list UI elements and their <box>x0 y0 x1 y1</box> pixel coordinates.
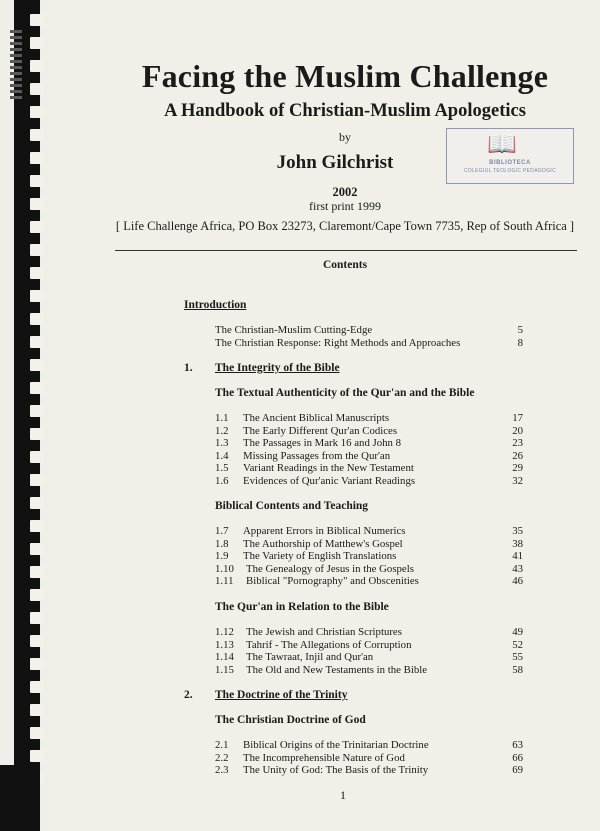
binding-hole <box>30 658 44 670</box>
binding-coil <box>10 30 22 33</box>
binding-hole <box>30 566 44 578</box>
toc-entry-page: 35 <box>512 525 523 537</box>
toc-entry-number: 1.12 <box>215 626 234 638</box>
toc-entry-page: 46 <box>512 575 523 587</box>
toc-entry-number: 1.8 <box>215 538 229 550</box>
binding-hole <box>30 152 44 164</box>
toc-entry-title: The Jewish and Christian Scriptures <box>246 626 402 638</box>
binding-coil <box>10 48 22 51</box>
publisher-address: [ Life Challenge Africa, PO Box 23273, Claremont/Cape Town 7735, Rep of South Africa ] <box>115 219 575 233</box>
binding-hole <box>30 589 44 601</box>
toc-entry-title: Biblical Origins of the Trinitarian Doctrine <box>243 739 429 751</box>
section-number: 1. <box>184 362 193 374</box>
toc-entry-title: The Old and New Testaments in the Bible <box>246 664 428 676</box>
intro-heading: Introduction <box>184 299 247 311</box>
binding-hole <box>30 106 44 118</box>
binding-hole <box>30 543 44 555</box>
binding-coil <box>10 78 22 81</box>
divider <box>115 250 577 251</box>
toc-entry-page: 55 <box>512 651 523 663</box>
toc-entry-title: Biblical "Pornography" and Obscenities <box>246 575 419 587</box>
binding-hole <box>30 451 44 463</box>
section-number: 2. <box>184 689 193 701</box>
by-label: by <box>339 130 351 144</box>
toc-entry-title: Evidences of Qur'anic Variant Readings <box>243 475 416 487</box>
toc-entry-title: The Genealogy of Jesus in the Gospels <box>246 563 414 575</box>
binding-hole <box>30 60 44 72</box>
binding-coil <box>10 84 22 87</box>
toc-entry-number: 1.15 <box>215 664 234 676</box>
subsection-heading: Biblical Contents and Teaching <box>215 500 369 512</box>
toc-entry-page: 23 <box>512 437 523 449</box>
binding-hole <box>30 129 44 141</box>
toc-entry-title: The Incomprehensible Nature of God <box>243 752 405 764</box>
toc-entry-title: The Ancient Biblical Manuscripts <box>243 412 390 424</box>
toc-entry-number: 2.2 <box>215 752 229 764</box>
toc-entry-number: 1.11 <box>215 575 234 587</box>
stamp-line-1: BIBLIOTECA <box>489 160 531 166</box>
spiral-binding <box>0 0 48 831</box>
toc-entry-title: The Tawraat, Injil and Qur'an <box>246 651 374 663</box>
stamp-line-2: COLEGIUL TEOLOGIC PEDAGOGIC <box>463 168 556 174</box>
toc-entry-page: 38 <box>512 538 523 550</box>
subsection-heading: The Qur'an in Relation to the Bible <box>215 601 389 613</box>
binding-hole <box>30 336 44 348</box>
toc-entry-number: 1.14 <box>215 651 234 663</box>
toc-entry-number: 2.1 <box>215 739 229 751</box>
binding-hole <box>30 14 44 26</box>
toc-entry-title: The Unity of God: The Basis of the Trinity <box>243 764 429 776</box>
binding-hole <box>30 681 44 693</box>
toc-entry-number: 1.1 <box>215 412 229 424</box>
binding-hole <box>30 474 44 486</box>
binding-coil <box>10 72 22 75</box>
toc-entry-page: 8 <box>517 337 523 349</box>
toc-entry-title: The Christian-Muslim Cutting-Edge <box>215 324 373 336</box>
binding-hole <box>30 37 44 49</box>
subsection-heading: The Textual Authenticity of the Qur'an and the Bible <box>215 387 475 399</box>
toc-entry-page: 29 <box>512 462 523 474</box>
contents-heading: Contents <box>322 259 368 271</box>
toc-entry-page: 43 <box>512 563 523 575</box>
toc-entry-number: 1.6 <box>215 475 229 487</box>
binding-hole <box>30 704 44 716</box>
binding-coil <box>10 90 22 93</box>
binding-hole <box>30 359 44 371</box>
toc-entry-title: The Early Different Qur'an Codices <box>243 425 398 437</box>
section-heading: The Doctrine of the Trinity <box>215 689 348 701</box>
binding-hole <box>30 727 44 739</box>
document-title: Facing the Muslim Challenge <box>141 58 549 94</box>
toc-entry-title: Tahrif - The Allegations of Corruption <box>246 639 412 651</box>
binding-hole <box>30 267 44 279</box>
binding-hole <box>30 290 44 302</box>
binding-hole <box>30 635 44 647</box>
toc-entry-page: 5 <box>517 324 523 336</box>
binding-coil <box>10 54 22 57</box>
toc-entry-title: The Christian Response: Right Methods and Approaches <box>215 337 461 349</box>
binding-hole <box>30 221 44 233</box>
binding-coil <box>10 66 22 69</box>
toc-entry-page: 69 <box>512 764 523 776</box>
library-stamp <box>446 128 574 184</box>
book-icon: 📖 <box>487 132 517 158</box>
binding-hole <box>30 428 44 440</box>
binding-hole <box>30 83 44 95</box>
binding-coil <box>10 36 22 39</box>
binding-bleed <box>0 765 40 831</box>
toc-entry-page: 63 <box>512 739 523 751</box>
binding-coil <box>10 42 22 45</box>
toc-entry-page: 41 <box>512 550 523 562</box>
binding-hole <box>30 382 44 394</box>
first-print: first print 1999 <box>309 199 381 213</box>
page-number: 1 <box>340 788 346 802</box>
toc-entry-page: 58 <box>512 664 523 676</box>
toc-entry-page: 20 <box>512 425 523 437</box>
toc-entry-number: 1.5 <box>215 462 229 474</box>
binding-hole <box>30 198 44 210</box>
toc-entry-title: The Variety of English Translations <box>243 550 397 562</box>
toc-entry-title: The Passages in Mark 16 and John 8 <box>243 437 402 449</box>
section-heading: The Integrity of the Bible <box>215 362 340 374</box>
binding-hole <box>30 175 44 187</box>
toc-entry-number: 1.4 <box>215 450 229 462</box>
toc-entry-number: 1.10 <box>215 563 234 575</box>
toc-entry-title: Variant Readings in the New Testament <box>243 462 414 474</box>
author-name: John Gilchrist <box>276 152 394 173</box>
toc-entry-page: 26 <box>512 450 523 462</box>
toc-entry-title: Apparent Errors in Biblical Numerics <box>243 525 406 537</box>
toc-entry-number: 1.2 <box>215 425 229 437</box>
toc-entry-page: 52 <box>512 639 523 651</box>
toc-entry-page: 17 <box>512 412 523 424</box>
toc-entry-title: The Authorship of Matthew's Gospel <box>243 538 403 550</box>
toc-entry-number: 2.3 <box>215 764 229 776</box>
binding-hole <box>30 520 44 532</box>
toc-entry-number: 1.9 <box>215 550 229 562</box>
subsection-heading: The Christian Doctrine of God <box>215 714 366 726</box>
toc-entry-page: 66 <box>512 752 523 764</box>
document-subtitle: A Handbook of Christian-Muslim Apologetics <box>164 101 526 121</box>
binding-hole <box>30 612 44 624</box>
binding-hole <box>30 244 44 256</box>
toc-entry-page: 49 <box>512 626 523 638</box>
toc-entry-number: 1.3 <box>215 437 229 449</box>
toc-entry-title: Missing Passages from the Qur'an <box>243 450 391 462</box>
binding-coil <box>10 96 22 99</box>
binding-hole <box>30 405 44 417</box>
publication-year: 2002 <box>332 185 358 199</box>
toc-entry-page: 32 <box>512 475 523 487</box>
binding-hole <box>30 313 44 325</box>
toc-entry-number: 1.13 <box>215 639 234 651</box>
binding-hole <box>30 497 44 509</box>
binding-hole <box>30 750 44 762</box>
toc-entry-number: 1.7 <box>215 525 229 537</box>
binding-coil <box>10 60 22 63</box>
